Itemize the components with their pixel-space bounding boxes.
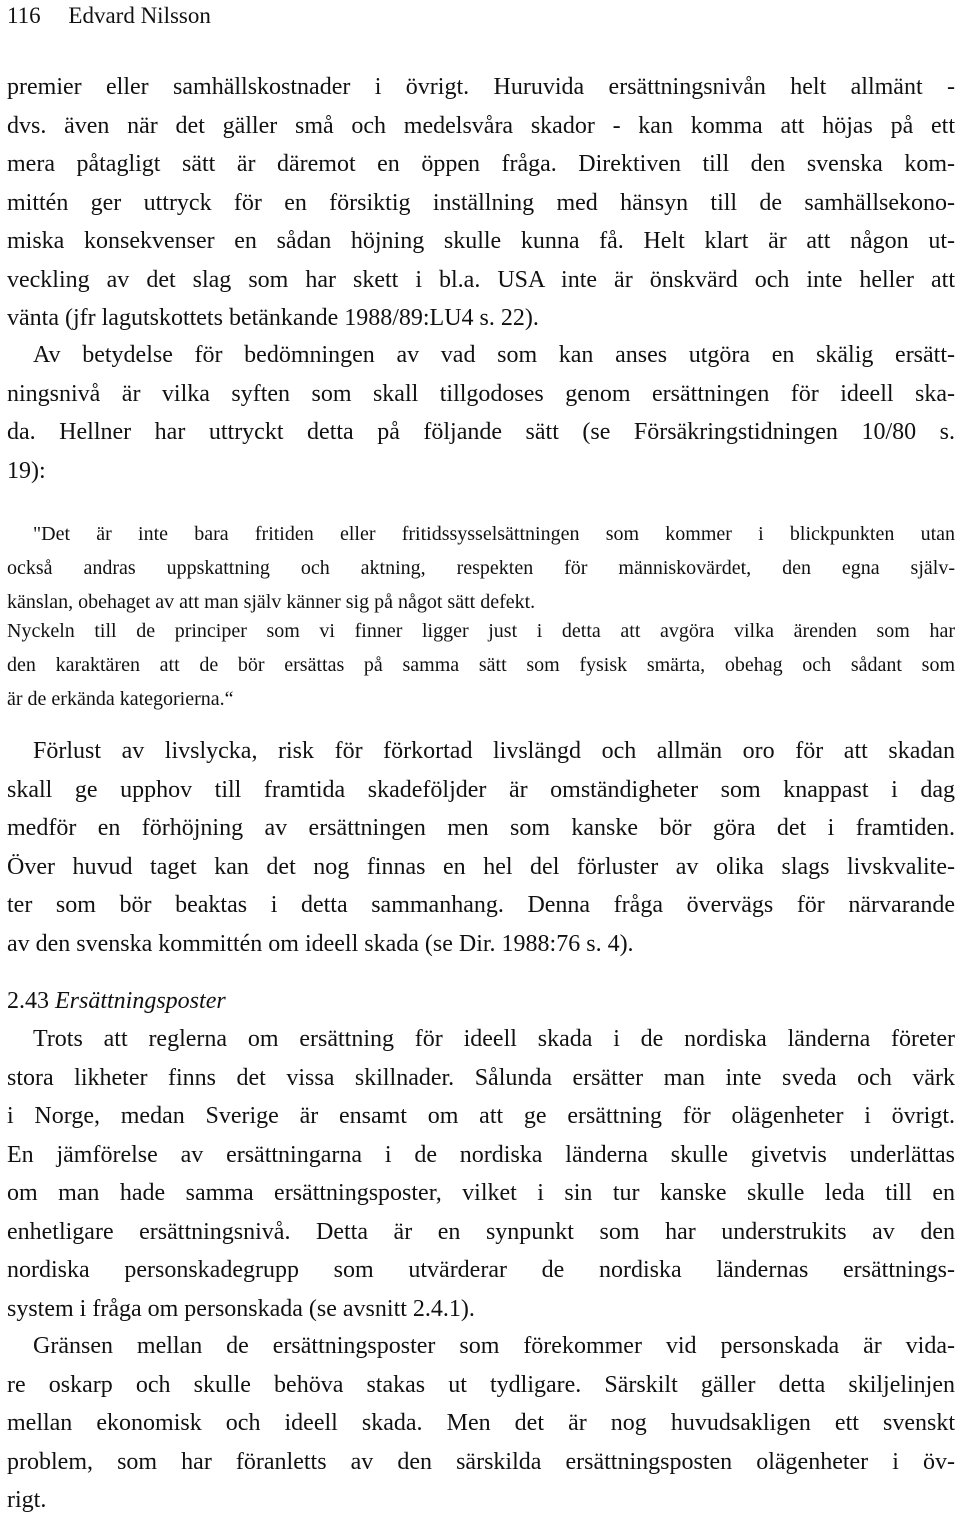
quote-line: den karaktären att de bör ersättas på samma sätt som fysisk smärta, obehag och sådant som [7,654,955,676]
text-line: stora likheter finns det vissa skillnader. Sålunda ersätter man inte sveda och värk [7,1064,955,1091]
text-line: mellan ekonomisk och ideell skada. Men det är nog huvudsakligen ett svenskt [7,1410,955,1436]
text-line: ningsnivå är vilka syften som skall tillgodoses genom ersättningen för ideell ska- [7,380,955,407]
text-line: mera påtagligt sätt är däremot en öppen fråga. Direktiven till den svenska kom- [7,151,955,177]
section-number: 2.43 [7,988,49,1014]
text-line: da. Hellner har uttryckt detta på följande sätt (se Försäkringstidningen 10/80 s. [7,419,955,445]
text-line: re oskarp och skulle behöva stakas ut tydligare. Särskilt gäller detta skiljelinjen [7,1371,955,1398]
quote-line: också andras uppskattning och aktning, respekten för människovärdet, den egna själv- [7,557,955,579]
quote-line: känslan, obehaget av att man själv känner sig på något sätt defekt. [7,591,536,613]
text-line: 19): [7,457,46,484]
text-line: Förlust av livslycka, risk för förkortad livslängd och allmän oro för att skadan [33,738,955,764]
text-line: medför en förhöjning av ersättningen men som kanske bör göra det i framtiden. [7,815,955,841]
text-line: av den svenska kommittén om ideell skada (se Dir. 1988:76 s. 4). [7,930,634,957]
quote-line: är de erkända kategorierna.“ [7,688,234,710]
paragraph-3 [7,732,955,963]
block-quote-2 [7,614,955,716]
text-line: om man hade samma ersättningsposter, vilket i sin tur kanske skulle leda till en [7,1180,955,1206]
section-title: Ersättningsposter [55,988,226,1014]
text-line: vänta (jfr lagutskottets betänkande 1988/89:LU4 s. 22). [7,305,539,331]
paragraph-4 [7,1020,955,1328]
paragraph-2 [7,336,955,490]
quote-line: "Det är inte bara fritiden eller fritidssysselsättningen som kommer i blickpunkten utan [33,523,955,545]
text-line: nordiska personskadegrupp som utvärderar de nordiska ländernas ersättnings- [7,1257,955,1283]
section-heading [7,986,226,1016]
text-line: Trots att reglerna om ersättning för ideell skada i de nordiska länderna företer [33,1026,955,1052]
block-quote-1 [7,517,955,619]
text-line: i Norge, medan Sverige är ensamt om att ge ersättning för olägenheter i övrigt. [7,1103,955,1129]
text-line: mittén ger uttryck för en försiktig inställning med hänsyn till de samhällsekono- [7,189,955,216]
paragraph-1 [7,68,955,338]
text-line: Över huvud taget kan det nog finnas en hel del förluster av olika slags livskvalite- [7,853,955,880]
text-line: rigt. [7,1487,47,1513]
paragraph-5 [7,1327,955,1520]
text-line: premier eller samhällskostnader i övrigt. Huruvida ersättningsnivån helt allmänt - [7,74,955,100]
quote-line: Nyckeln till de principer som vi finner ligger just i detta att avgöra vilka ärenden som har [7,620,955,642]
text-line: Gränsen mellan de ersättningsposter som förekommer vid personskada är vida- [33,1333,955,1359]
text-line: enhetligare ersättningsnivå. Detta är en synpunkt som har understrukits av den [7,1218,955,1245]
text-line: En jämförelse av ersättningarna i de nordiska länderna skulle givetvis underlättas [7,1141,955,1168]
text-line: dvs. även när det gäller små och medelsvåra skador - kan komma att höjas på ett [7,112,955,139]
text-line: veckling av det slag som har skett i bl.a. USA inte är önskvärd och inte heller att [7,266,955,293]
running-header-author: Edvard Nilsson [68,3,211,28]
text-line: skall ge upphov till framtida skadeföljder är omständigheter som knappast i dag [7,776,955,803]
page-header [7,2,211,30]
text-line: system i fråga om personskada (se avsnitt 2.4.1). [7,1295,475,1322]
text-line: ter som bör beaktas i detta sammanhang. Denna fråga övervägs för närvarande [7,892,955,918]
text-line: Av betydelse för bedömningen av vad som kan anses utgöra en skälig ersätt- [33,342,955,368]
text-line: miska konsekvenser en sådan höjning skulle kunna få. Helt klart är att någon ut- [7,228,955,254]
text-line: problem, som har föranletts av den särskilda ersättningsposten olägenheter i öv- [7,1448,955,1475]
page-number: 116 [7,3,41,28]
